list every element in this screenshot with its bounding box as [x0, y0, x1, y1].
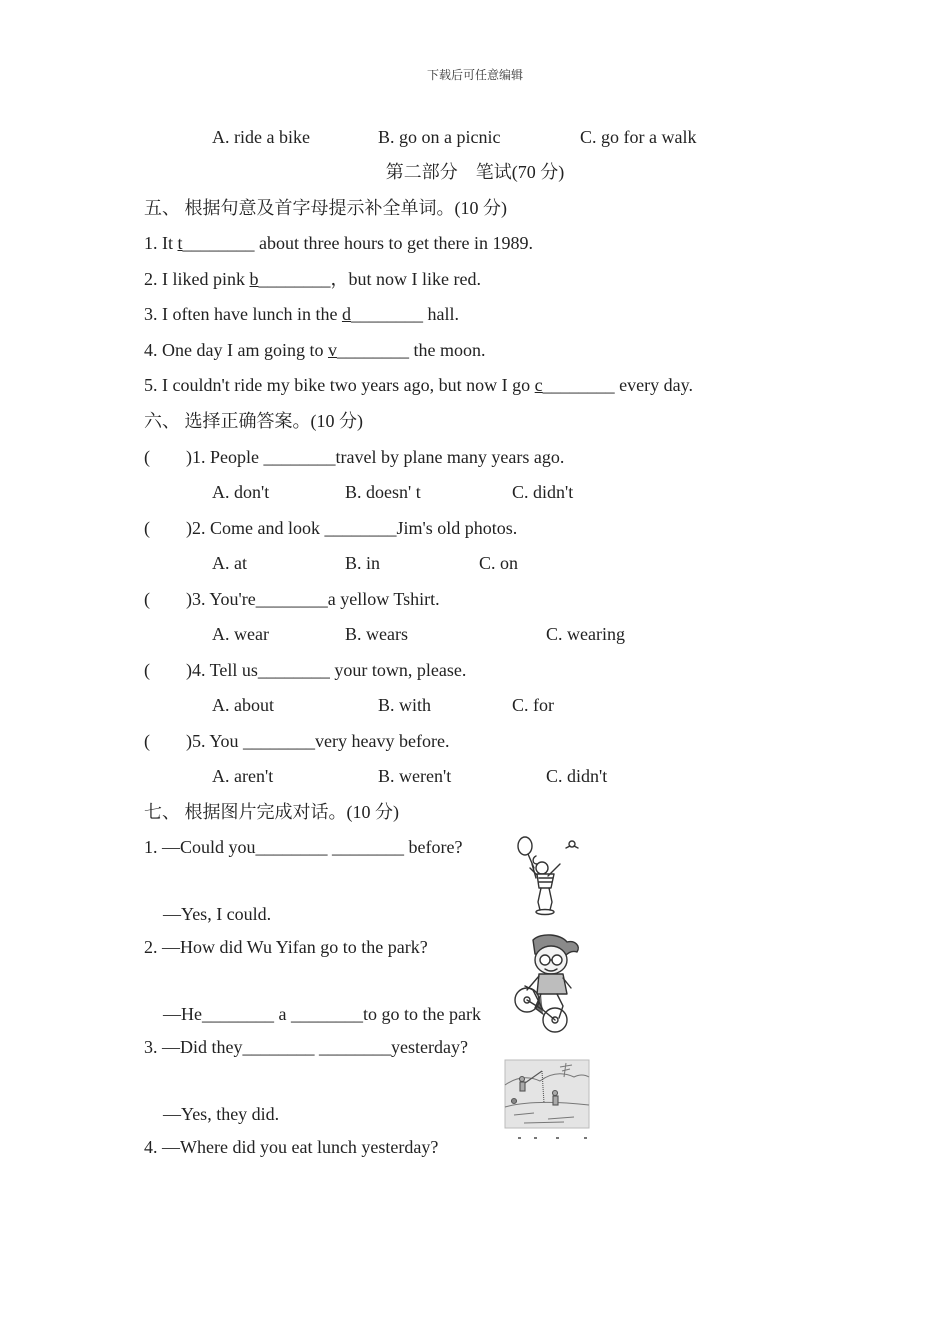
dialog-2-question: 2. —How did Wu Yifan go to the park? [144, 937, 428, 957]
section6-question-3: ( )3. You're________a yellow Tshirt. [144, 589, 440, 609]
q5-option-a: A. aren't [212, 766, 274, 786]
section5-item-1: 1. It t________ about three hours to get there in 1989. [144, 233, 533, 253]
q5-option-c: C. didn't [546, 766, 608, 786]
q3-option-b: B. wears [345, 624, 408, 644]
dialog-3-answer: —Yes, they did. [163, 1104, 280, 1124]
q1-option-b: B. doesn' t [345, 482, 421, 502]
part-title: 第二部分 笔试(70 分) [385, 162, 565, 182]
section6-question-1: ( )1. People ________travel by plane many years ago. [144, 447, 565, 467]
top-option-b: B. go on a picnic [378, 127, 501, 147]
section5-item-3: 3. I often have lunch in the d________ hall. [144, 304, 459, 324]
section5-item-2: 2. I liked pink b________，but now I like red. [144, 269, 481, 289]
dialog-4-question: 4. —Where did you eat lunch yesterday? [144, 1137, 439, 1157]
dialog-2-answer: —He________ a ________to go to the park [163, 1004, 481, 1024]
q2-option-b: B. in [345, 553, 381, 573]
q2-option-c: C. on [479, 553, 519, 573]
dialog-1-answer: —Yes, I could. [163, 904, 272, 924]
q4-option-a: A. about [212, 695, 274, 715]
dialog-1-question: 1. —Could you________ ________ before? [144, 837, 463, 857]
top-option-c: C. go for a walk [580, 127, 697, 147]
girl-badminton-icon [508, 834, 588, 918]
q3-option-c: C. wearing [546, 624, 625, 644]
section6-question-2: ( )2. Come and look ________Jim's old photos. [144, 518, 518, 538]
section5-item-4: 4. One day I am going to v________ the moon. [144, 340, 486, 360]
q4-option-b: B. with [378, 695, 432, 715]
section5-title: 五、 根据句意及首字母提示补全单词。(10 分) [144, 198, 507, 218]
dialog-3-question: 3. —Did they________ ________yesterday? [144, 1037, 468, 1057]
q5-option-b: B. weren't [378, 766, 452, 786]
section5-item-5: 5. I couldn't ride my bike two years ago, but now I go c________ every day. [144, 375, 693, 395]
q3-option-a: A. wear [212, 624, 269, 644]
page-header: 下载后可任意编辑 [426, 68, 523, 82]
q1-option-c: C. didn't [512, 482, 574, 502]
q1-option-a: A. don't [212, 482, 270, 502]
section6-title: 六、 选择正确答案。(10 分) [144, 411, 363, 431]
section6-question-5: ( )5. You ________very heavy before. [144, 731, 450, 751]
fishing-scene-icon [504, 1059, 590, 1141]
q4-option-c: C. for [512, 695, 554, 715]
q2-option-a: A. at [212, 553, 247, 573]
boy-bike-icon [511, 932, 587, 1036]
section6-question-4: ( )4. Tell us________ your town, please. [144, 660, 467, 680]
top-option-a: A. ride a bike [212, 127, 310, 147]
section7-title: 七、 根据图片完成对话。(10 分) [144, 802, 399, 822]
